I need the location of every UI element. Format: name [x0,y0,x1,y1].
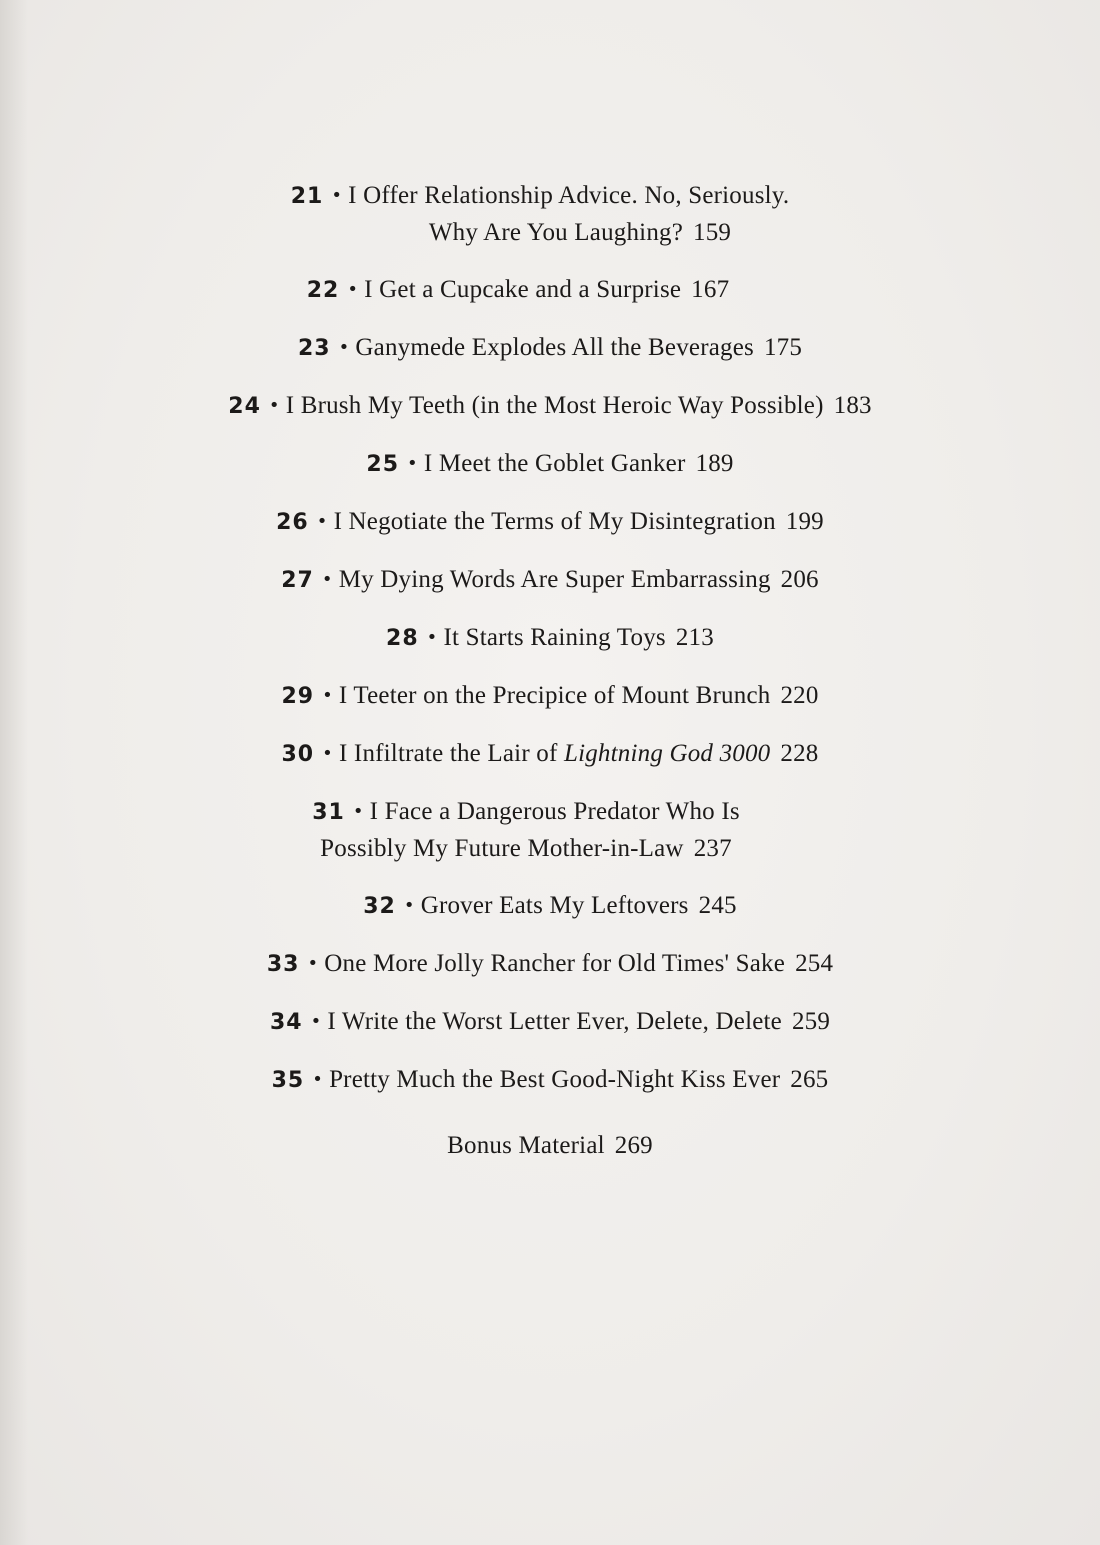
toc-entry-32 [0,888,1100,924]
chapter-title: It Starts Raining Toys [443,624,666,651]
toc-entry-34 [0,1004,1100,1040]
chapter-title: I Offer Relationship Advice. No, Seriously. [348,182,790,209]
chapter-title: My Dying Words Are Super Embarrassing [338,566,771,593]
toc-entry-35 [0,1062,1100,1098]
chapter-number: 26 [276,510,309,535]
chapter-number: 29 [281,684,315,709]
chapter-title: I Get a Cupcake and a Surprise [364,276,682,303]
bullet-icon: • [347,279,359,300]
chapter-title-italic: Lightning God 3000 [563,740,771,767]
chapter-title: I Write the Worst Letter Ever, Delete, Delete [327,1008,782,1035]
chapter-title: I Negotiate the Terms of My Disintegration [333,508,776,535]
chapter-title: Grover Eats My Leftovers [420,892,689,919]
page-number: 167 [691,276,730,303]
page-number: 206 [780,566,819,593]
toc-entry-33 [0,946,1100,982]
chapter-number: 28 [386,626,419,651]
bullet-icon: • [316,511,328,532]
chapter-number: 25 [366,452,400,477]
toc-entry-29 [0,678,1100,714]
toc-entry-22 [0,272,1068,308]
chapter-title: I Meet the Goblet Ganker [423,450,686,477]
page-number: 199 [785,508,824,535]
chapter-number: 23 [297,336,331,361]
chapter-title: I Teeter on the Precipice of Mount Brunch [338,682,771,709]
chapter-number: 35 [271,1068,305,1093]
page-number: 228 [780,740,819,767]
chapter-title: I Face a Dangerous Predator Who Is [369,798,740,825]
toc-entry-30 [0,736,1100,772]
page-number: 213 [675,624,714,651]
toc-entry-31 [0,794,1100,866]
bullet-icon: • [426,627,438,648]
chapter-title: One More Jolly Rancher for Old Times' Sake [324,950,786,977]
page-number: 269 [614,1132,653,1159]
page-number: 259 [791,1008,831,1035]
chapter-number: 27 [281,568,314,593]
page-number: 183 [833,392,872,419]
bullet-icon: • [307,953,319,974]
chapter-title: Pretty Much the Best Good-Night Kiss Ever [329,1066,781,1093]
bullet-icon: • [322,743,333,764]
chapter-title: Ganymede Explodes All the Beverages [355,334,754,361]
bullet-icon: • [310,1011,322,1032]
bullet-icon: • [338,337,350,358]
page-number: 237 [693,835,732,862]
bullet-icon: • [352,801,364,822]
bullet-icon: • [321,569,333,590]
toc-entry-line-1 [0,794,1076,831]
toc-entry-21 [0,178,1100,250]
chapter-title-continued: Possibly My Future Mother-in-Law [320,835,684,862]
page-number: 189 [695,450,734,477]
page-number: 245 [698,892,737,919]
toc-entry-23 [0,330,1100,366]
toc-entry-line-1 [0,178,1090,215]
bullet-icon: • [312,1069,324,1090]
toc-entry-26 [0,504,1100,540]
toc-entry-28 [0,620,1100,656]
chapter-number: 31 [312,800,345,825]
bullet-icon: • [403,895,415,916]
bullet-icon: • [322,685,333,706]
toc-entry-bonus [0,1128,1100,1164]
chapter-number: 34 [269,1010,303,1035]
page-number: 265 [790,1066,829,1093]
chapter-number: 33 [266,952,300,977]
bonus-title: Bonus Material [447,1132,605,1159]
toc-entry-24 [0,388,1100,424]
chapter-title-continued: Why Are You Laughing? [428,219,684,246]
page-number: 175 [763,334,803,361]
toc-entry-25 [0,446,1100,482]
chapter-number: 24 [228,394,261,419]
bullet-icon: • [331,185,343,206]
bullet-icon: • [407,453,418,474]
chapter-number: 30 [281,742,315,767]
page-number: 220 [780,682,819,709]
chapter-title: I Infiltrate the Lair of [338,740,558,767]
chapter-title: I Brush My Teeth (in the Most Heroic Way Possible) [285,392,824,419]
toc-entry-line-2 [30,215,1100,251]
table-of-contents [0,178,1100,1164]
toc-entry-line-2 [0,831,1076,867]
chapter-number: 32 [363,894,396,919]
toc-entry-27 [0,562,1100,598]
chapter-number: 22 [306,278,340,303]
chapter-number: 21 [290,184,324,209]
bullet-icon: • [268,395,280,416]
page-number: 254 [795,950,834,977]
page-number: 159 [693,219,732,246]
